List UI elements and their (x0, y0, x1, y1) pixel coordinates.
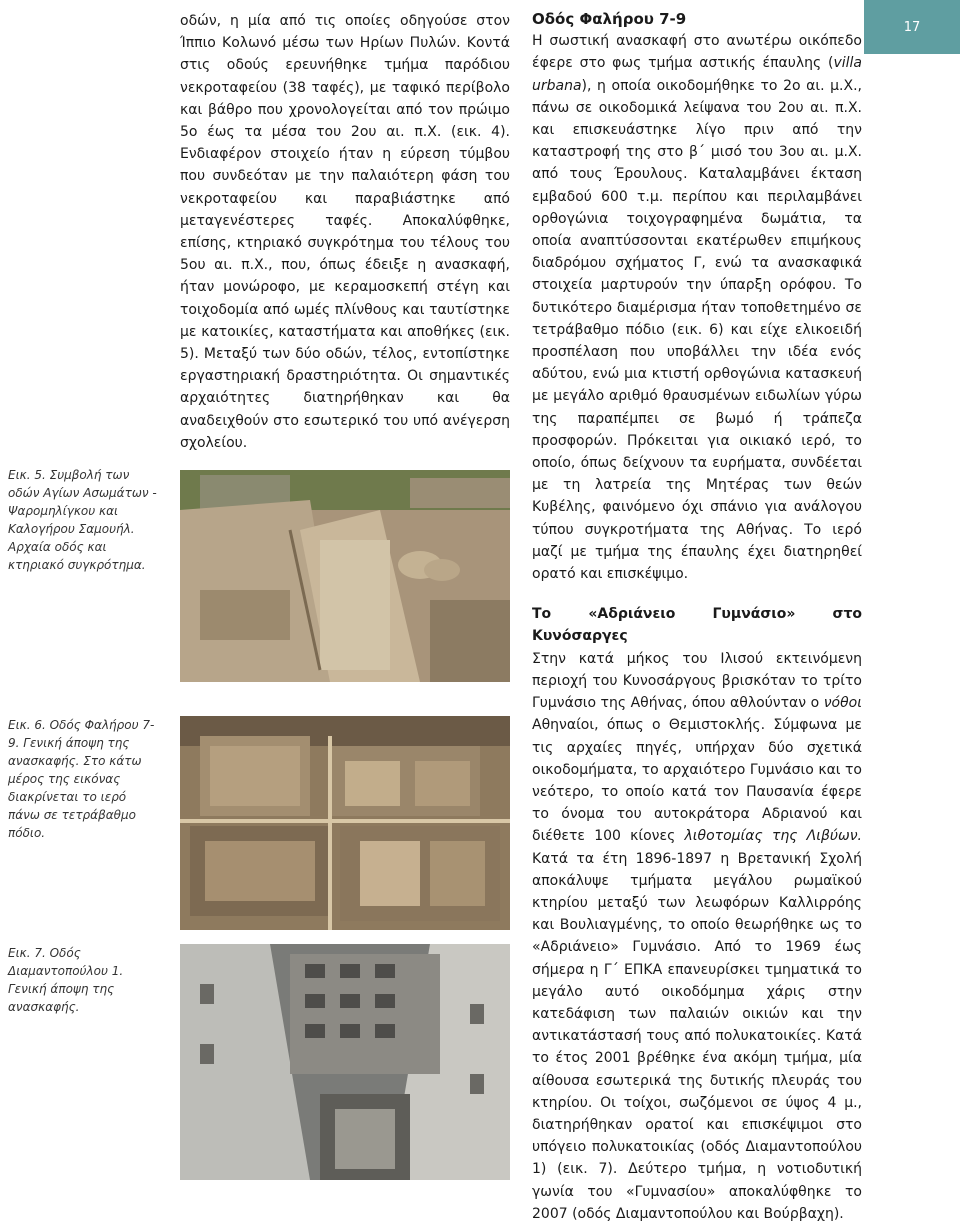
paragraph-adrianeio: Στην κατά μήκος του Ιλισού εκτεινόμενη περιοχή του Κυνοσάργους βρισκόταν το τρίτο Γυμνάσιο της Αθήνας, όπου αθλούνταν ο νόθοι Αθηναίοι, όπως ο Θεμιστοκλής. Σύμφωνα με τις αρχαίες πηγές, υπήρχαν δύο σχετικά οικοδομήματα, το αρχαιότερο Γυμνάσιο και το νεότερο, το οποίο κατά τον Παυσανία έφερε το όνομα του αυτοκράτορα Αδριανού και διέθετε 100 κίονες λιθοτομίας της Λιβύων. Κατά τα έτη 1896-1897 η Βρετανική Σχολή αποκάλυψε τμήματα μεγάλου ρωμαϊκού κτηρίου μεταξύ των λεωφόρων Καλλιρρόης και Βουλιαγμένης, το οποίο θεωρήθηκε ως το «Αδριάνειο» Γυμνάσιο. Από το 1969 έως σήμερα η Γ΄ ΕΠΚΑ επανευρίσκει τμηματικά το μεγάλο αυτό οικοδόμημα χάρις στην κατεδάφιση των παλαιών οικιών και την αντικατάστασή τους από πολυκατοικίες. Κατά το έτος 2001 βρέθηκε ένα ακόμη τμήμα, μία αίθουσα εσωτερικά της δυτικής πλευράς του κτηρίου. Οι τοίχοι, σωζόμενοι σε ύψος 4 μ., διατηρήθηκαν ορατοί και επισκέψιμοι στο υπόγειο πολυκατοικίας (οδός Διαμαντοπούλου 1) (εικ. 7). Δεύτερο τμήμα, η νοτιοδυτική γωνία του «Γυμνασίου» αποκαλύφθηκε το 2007 (οδός Διαμαντοπούλου και Βούρβαχη). (532, 650, 863, 1222)
caption-figure-7: Εικ. 7. Οδός Διαμαντοπούλου 1. Γενική άποψη της ανασκαφής. (8, 946, 124, 1014)
photo-figure-7 (180, 944, 510, 1180)
paragraph-falirou: Η σωστική ανασκαφή στο ανωτέρω οικόπεδο έφερε στο φως τμήμα αστικής έπαυλης (villa urbana), η οποία οικοδομήθηκε το 2ο αι. μ.Χ., πάνω σε οικοδομικά λείψανα του 2ου αι. π.Χ. και επισκευάστηκε λίγο πριν από την καταστροφή της στο β΄ μισό του 3ου αι. μ.Χ. από τους Έρουλους. Καταλαμβάνει έκταση εμβαδού 600 τ.μ. περίπου και περιλαμβάνει ορθογώνια τοιχογραφημένα δωμάτια, τα οποία αναπτύσσονται εκατέρωθεν επιμήκους διαδρόμου σχήματος Γ, ενώ τα ανασκαφικά στοιχεία μαρτυρούν την ύπαρξη ορόφου. Το δυτικότερο διαμέρισμα ήταν τοποθετημένο σε τετράβαθμο πόδιο (εικ. 6) και είχε ελικοειδή προσπέλαση που υποβάλλει την ιδέα ενός αδύτου, ενώ μια κτιστή ορθογώνια κατασκευή με μεγάλο αριθμό θραυσμένων ειδωλίων γύρω της παραπέμπει σε βωμό ή τράπεζα προσφορών. Πρόκειται για οικιακό ιερό, το οποίο, όπως δείχνουν τα ευρήματα, συνδέεται με τη λατρεία της Μητέρας των θεών Κυβέλης, φαινόμενο όχι σπάνιο για ανάλογου τύπου συγκροτήματα της Αθήνας. Το ιερό μαζί με τμήμα της έπαυλης έχει διατηρηθεί ορατό και επισκέψιμο. (532, 33, 862, 583)
photo-figure-6 (180, 716, 510, 930)
section-heading-falirou: Οδός Φαλήρου 7-9 (532, 10, 687, 28)
middle-column (180, 10, 510, 454)
excavation-photo-6 (180, 716, 510, 930)
photo-figure-5 (180, 470, 510, 682)
excavation-photo-5 (180, 470, 510, 682)
section-heading-adrianeio: Το «Αδριάνειο Γυμνάσιο» στο Κυνόσαργες (532, 606, 862, 645)
middle-paragraph: οδών, η μία από τις οποίες οδηγούσε στον Ίππιο Κολωνό μέσω των Ηρίων Πυλών. Κοντά στις οδούς ερευνήθηκε τμήμα παρόδιου νεκροταφείου (38 ταφές), με ταφικό περίβολο και βάθρο που χρονολογείται από τον πρώιμο 5ο έως τα μέσα του 2ου αι. π.Χ. (εικ. 4). Ενδιαφέρον στοιχείο ήταν η εύρεση τύμβου που συνδεόταν με την παλαιότερη φάση του νεκροταφείου και παραβιάστηκε από μεταγενέστερες ταφές. Αποκαλύφθηκε, επίσης, κτηριακό συγκρότημα του τέλους του 5ου αι. π.Χ., που, όπως έδειξε η ανασκαφή, ήταν μονώροφο, με κεραμοσκεπή στέγη και τοιχοδομία από ωμές πλίνθους και ταυτίστηκε με κατοικίες, καταστήματα και αποθήκες (εικ. 5). Μεταξύ των δύο οδών, τέλος, εντοπίστηκε εργαστηριακή δραστηριότητα. Οι σημαντικές αρχαιότητες διατηρήθηκαν και θα αναδειχθούν στο εσωτερικό του υπό ανέγερση σχολείου. (180, 13, 510, 451)
caption-figure-6: Εικ. 6. Οδός Φαλήρου 7-9. Γενική άποψη της ανασκαφής. Στο κάτω μέρος της εικόνας διακρίνεται το ιερό πάνω σε τετράβαθμο πόδιο. (8, 718, 155, 840)
page-number: 17 (864, 0, 960, 54)
right-column (532, 8, 862, 1225)
excavation-photo-7 (180, 944, 510, 1180)
caption-figure-5: Εικ. 5. Συμβολή των οδών Αγίων Ασωμάτων - Ψαρομηλίγκου και Καλογήρου Σαμουήλ. Αρχαία οδός και κτηριακό συγκρότημα. (8, 468, 157, 572)
